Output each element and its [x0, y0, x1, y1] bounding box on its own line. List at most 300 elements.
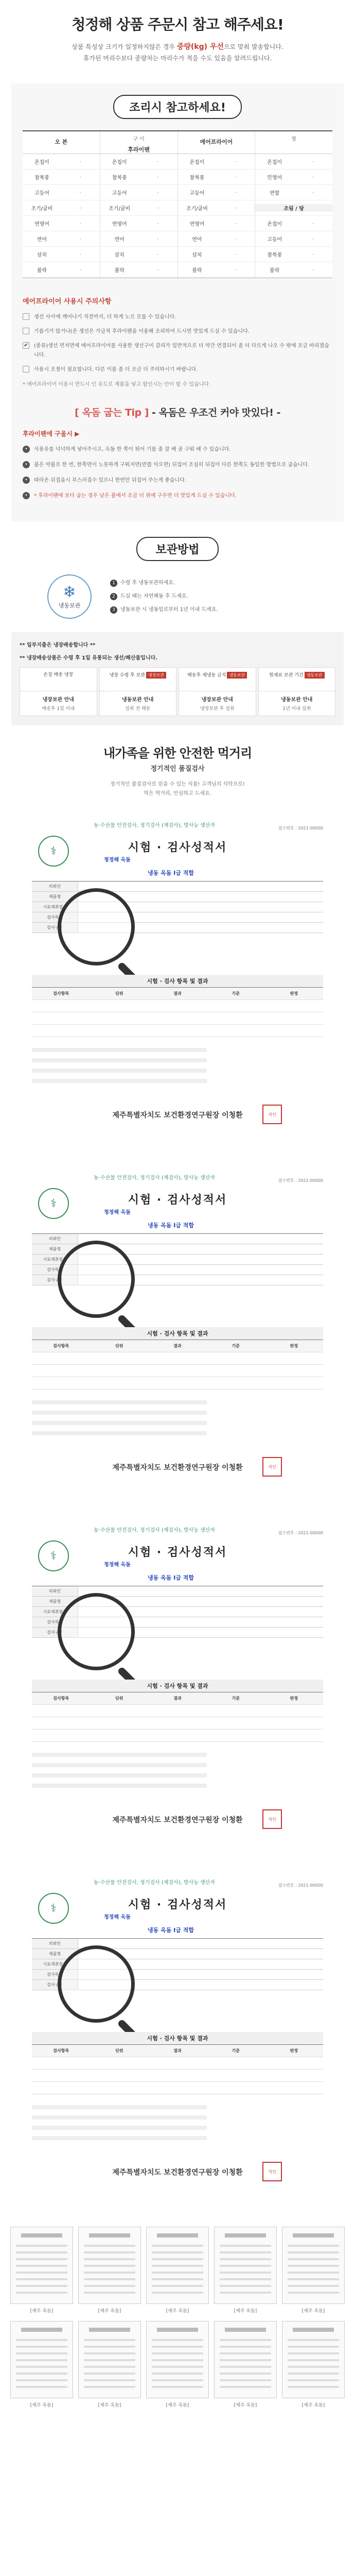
- thumbnail-heading-line: [293, 2328, 334, 2332]
- cooking-time: -: [157, 221, 159, 226]
- airfryer-caution-text: 사용시 조절이 필요합니다. 다른 이름 좀 더 조금 더 주의하시기 바랍니다.: [34, 367, 198, 372]
- thumbnail-text-line: [220, 2386, 271, 2388]
- certificate-info-key: 검사목적: [32, 1617, 78, 1627]
- cooking-time: -: [157, 267, 159, 273]
- grade-stamp: 냉동 옥돔 Ⅰ급 적합: [148, 1222, 194, 1229]
- cooking-table-header-cell: [255, 131, 332, 154]
- storage-guide-card: [179, 667, 256, 716]
- thumbnail-text-line: [220, 2272, 271, 2274]
- thumbnail-text-line: [288, 2245, 339, 2247]
- airfryer-caution-item: [23, 365, 332, 375]
- certificate-header-note: 농·수산물 안전검사, 정기검사 (재검사), 방사능 생산자: [94, 823, 216, 828]
- footnote-line: [32, 1763, 207, 1767]
- certificate-info-key: 의뢰인: [32, 882, 78, 891]
- airfryer-caution-list: [23, 313, 332, 375]
- certificate-info-key: 제품명: [32, 1597, 78, 1606]
- certificate-info-key: 시료채취장소: [32, 1607, 78, 1617]
- footnote-line: [32, 1411, 207, 1415]
- cooking-time: -: [312, 221, 314, 226]
- thumbnail-text-line: [220, 2285, 271, 2287]
- thumbnail-text-line: [288, 2346, 339, 2348]
- certificate-info-key: 검사목적: [32, 1970, 78, 1979]
- step-number-icon: 3: [110, 606, 117, 614]
- certificate-thumbnail: [282, 2321, 345, 2408]
- thumbnail-text-line: [16, 2251, 67, 2253]
- fish-name: 연어: [37, 237, 47, 243]
- thumbnail-text-line: [152, 2352, 203, 2354]
- fish-name: 온칩이: [267, 222, 282, 227]
- footnote-line: [32, 1048, 207, 1052]
- result-row: [32, 1365, 323, 1377]
- thumbnail-text-line: [152, 2386, 203, 2388]
- thumbnail-text-line: [152, 2346, 203, 2348]
- storage-guide-card: [99, 667, 177, 716]
- certificate-thumbnail-caption: [제주 옥돔]: [98, 2403, 121, 2408]
- certificate-info-key: 검사목적: [32, 1265, 78, 1275]
- cooking-table-body: [23, 154, 332, 278]
- weight-first-highlight: 중량(kg) 우선: [176, 43, 224, 51]
- certificate-thumbnail: [282, 2227, 345, 2314]
- cooking-table-row: [178, 170, 255, 185]
- certificate-thumbnail-caption: [제주 옥돔]: [30, 2309, 54, 2314]
- thumbnail-text-line: [16, 2272, 67, 2274]
- storage-guide-text: 1년 이내 섭취: [282, 706, 311, 711]
- cooking-table-header-label: 에어프라이어: [200, 139, 233, 145]
- thumbnail-text-line: [288, 2386, 339, 2388]
- step-number-icon: •: [23, 477, 30, 484]
- cooking-guide-title: 조리시 참고하세요!: [113, 95, 242, 119]
- result-row: [32, 2070, 323, 2082]
- storage-title: 보관방법: [136, 537, 219, 561]
- cooking-time: -: [312, 159, 314, 164]
- thumbnail-heading-line: [225, 2233, 266, 2238]
- product-stamp: 청정해 옥돔: [104, 1210, 131, 1215]
- cooking-time: -: [79, 205, 81, 211]
- cooking-table-row: [100, 154, 177, 170]
- step-number-icon: •: [23, 461, 30, 468]
- okdom-tip-item: [23, 461, 332, 470]
- thumbnail-text-line: [288, 2359, 339, 2361]
- thumbnail-text-line: [84, 2372, 135, 2375]
- institute-logo-icon: ⚕: [38, 1188, 69, 1219]
- food-safety-desc: 정기적인 품질검사로 믿을 수 있는 식품! 고객님의 식탁으로! 먹은 먹거리, 안심하고 드세요.: [110, 782, 245, 796]
- fish-name: 참복풍: [189, 175, 205, 181]
- thumbnail-text-line: [84, 2359, 135, 2361]
- thumbnail-text-line: [220, 2379, 271, 2381]
- thumbnail-text-line: [288, 2292, 339, 2294]
- storage-guide-card: [258, 667, 336, 716]
- delivery-notice-line-2: ** 냉장배송상품은 수령 후 1일 유통되는 생선/해산물입니다.: [20, 655, 157, 661]
- result-section-title: 시험 · 검사 항목 및 결과: [32, 975, 323, 987]
- okdom-tip-title: [ 옥돔 굽는 Tip ] - 옥돔은 우조건 커야 맛있다! -: [75, 407, 280, 418]
- step-number-icon: 1: [110, 580, 117, 587]
- certificate-title: 시험 · 검사성적서: [128, 1899, 227, 1911]
- result-section-title: 시험 · 검사 항목 및 결과: [32, 2032, 323, 2044]
- certificate-info-key: 시료채취장소: [32, 1959, 78, 1969]
- cooking-time: -: [312, 190, 314, 195]
- cooking-table-row: [255, 154, 332, 170]
- airfryer-caution-text: (종류)생선 먼저면에 에어프라이어를 사용한 생선구이 갈리가 일반적으로 더 약간 연결되어 좀 더 다르게 나오 수 밖에 조금 바리겠습니다.: [34, 343, 329, 358]
- result-header-cell: 단위: [90, 1692, 148, 1704]
- certificate-header-note: 농·수산물 안전검사, 정기검사 (재검사), 방사능 생산자: [94, 1880, 216, 1886]
- certificate-header-note: 농·수산물 안전검사, 정기검사 (재검사), 방사능 생산자: [94, 1175, 216, 1181]
- result-header-row: [32, 988, 323, 1000]
- snowflake-icon: ❄: [63, 583, 76, 601]
- result-header-cell: 검사항목: [32, 988, 90, 999]
- footnote-line: [32, 2105, 207, 2109]
- thumbnail-text-line: [84, 2292, 135, 2294]
- thumbnail-heading-line: [89, 2328, 130, 2332]
- thumbnail-text-line: [288, 2258, 339, 2260]
- certificate-thumbnail-caption: [제주 옥돔]: [301, 2309, 325, 2314]
- cooking-guide-section: [11, 83, 344, 521]
- fish-name: 참복풍: [34, 175, 49, 181]
- certificate-thumbnail-image: [10, 2321, 73, 2398]
- airfryer-caution-title: 에어프라이어 사용시 주의사항: [23, 298, 112, 306]
- fish-name: 온칩이: [189, 160, 205, 165]
- certificate-thumbnail-image: [78, 2321, 141, 2398]
- fish-name: 삼치: [192, 252, 202, 258]
- thumbnail-text-line: [152, 2379, 203, 2381]
- thumbnail-text-line: [84, 2339, 135, 2341]
- result-header-cell: 검사항목: [32, 1340, 90, 1352]
- frying-pan-subtitle: 후라이팬에 구울시 ▶: [23, 430, 80, 437]
- storage-step: [110, 603, 218, 617]
- result-row: [32, 1377, 323, 1389]
- fish-name: 볼락: [270, 268, 280, 274]
- cooking-table-row: [100, 231, 177, 247]
- cooking-table-row: [23, 200, 100, 216]
- certificate-footnotes: [32, 2105, 323, 2146]
- storage-guide-tag: 냉동보관: [227, 672, 247, 679]
- okdom-tip-item: [23, 476, 332, 485]
- cooking-table-row: [100, 216, 177, 231]
- cooking-table-row: [23, 247, 100, 262]
- certificate-thumbnail: [214, 2321, 277, 2408]
- cooking-table-row: [23, 262, 100, 278]
- thumbnail-text-line: [220, 2366, 271, 2368]
- certificate-info-row: [32, 1586, 323, 1597]
- thumbnail-text-line: [220, 2372, 271, 2375]
- thumbnail-text-line: [220, 2359, 271, 2361]
- result-header-cell: 판정: [265, 2045, 323, 2057]
- certificate-thumbnail: [214, 2227, 277, 2314]
- cooking-time: -: [79, 221, 81, 226]
- grade-stamp: 냉동 옥돔 Ⅰ급 적합: [148, 870, 194, 876]
- thumbnail-text-line: [84, 2265, 135, 2267]
- certificate-thumbnail-image: [214, 2321, 277, 2398]
- certificate-info-key: 제품명: [32, 1949, 78, 1959]
- grade-stamp: 냉동 옥돔 Ⅰ급 적합: [148, 1927, 194, 1934]
- cooking-time: -: [235, 174, 237, 180]
- certificate-receipt-no: 접수번호 : 2021-00000: [278, 1178, 323, 1183]
- thumbnail-text-line: [152, 2278, 203, 2280]
- thumbnail-text-line: [84, 2386, 135, 2388]
- okdom-tip-text: 식용유를 넉넉하게 넣어주시고, 옥돔 한 쪽이 튀어 기름 충 잘 배 골 구워 배 수 있습니다.: [34, 447, 231, 452]
- cooking-table-header-label: 오 븐: [55, 139, 68, 145]
- result-header-cell: 판정: [265, 1340, 323, 1352]
- result-header-cell: 검사항목: [32, 2045, 90, 2057]
- thumbnail-text-line: [16, 2386, 67, 2388]
- thumbnail-text-line: [152, 2251, 203, 2253]
- result-header-cell: 판정: [265, 1692, 323, 1704]
- certificate-info-key: 검사구분: [32, 1628, 78, 1637]
- airfryer-note: * 에어프라이어 이용시 반드시 인 유도로 제품을 넣고 할인시는 안이 할 수 있습니다.: [23, 382, 211, 387]
- cooking-table-row: [255, 200, 332, 216]
- fish-name: 연영어: [189, 222, 205, 227]
- step-number-icon: •: [23, 492, 30, 499]
- result-row: [32, 2057, 323, 2070]
- cooking-time: -: [157, 174, 159, 180]
- okdom-tip-item: [23, 492, 332, 501]
- thumbnail-text-line: [84, 2366, 135, 2368]
- certificate-thumbnail-caption: [제주 옥돔]: [166, 2309, 189, 2314]
- airfryer-caution-item: [23, 342, 332, 360]
- fish-name: 볼락: [192, 268, 202, 274]
- thumbnail-text-line: [84, 2258, 135, 2260]
- storage-guide-head-text: 냉장 수령 후 보관: [109, 673, 146, 678]
- cooking-time: -: [79, 251, 81, 257]
- cooking-table-row: [255, 247, 332, 262]
- certificate-thumbnail-image: [282, 2227, 345, 2304]
- okdom-tip-item: [23, 445, 332, 454]
- food-safety-section: [0, 725, 355, 799]
- result-header-row: [32, 2045, 323, 2057]
- product-stamp: 청정해 옥돔: [104, 1914, 131, 1920]
- cooking-table-row: [178, 262, 255, 278]
- thumbnail-text-line: [152, 2272, 203, 2274]
- magnifier-icon: [58, 1945, 135, 2023]
- certificate-thumbnail: [146, 2321, 209, 2408]
- thumbnail-text-line: [288, 2272, 339, 2274]
- result-header-row: [32, 1692, 323, 1705]
- cooking-table-row: [100, 185, 177, 200]
- fish-name: 고등어: [34, 191, 49, 196]
- inspection-certificate: [11, 811, 344, 1151]
- food-safety-subtitle: 정기적인 품질검사: [150, 765, 205, 773]
- okdom-tip-text: 따라온 뒤집을시 부스러질수 있으니 한번만 뒤집어 주는게 좋습니다.: [34, 478, 186, 483]
- storage-guide-tag: 냉장보관: [146, 672, 166, 679]
- order-notice-text: 상품 특성상 크기가 일정하지않은 경우 중량(kg) 우선으로 맞춰 발송합니다. 휴가된 머리수보다 중량차는 마리수가 적을 수도 있음을 알려드립니다.: [72, 43, 283, 62]
- thumbnail-text-line: [220, 2339, 271, 2341]
- footnote-line: [32, 1069, 207, 1073]
- certificate-thumbnail-caption: [제주 옥돔]: [234, 2403, 257, 2408]
- result-header-row: [32, 1340, 323, 1352]
- thumbnail-text-line: [152, 2366, 203, 2368]
- fish-name: 민영어: [267, 175, 282, 181]
- certificate-title: 시험 · 검사성적서: [128, 841, 227, 854]
- thumbnail-text-line: [16, 2366, 67, 2368]
- certificate-info-key: 의뢰인: [32, 1586, 78, 1596]
- fish-name: 삼치: [37, 252, 47, 258]
- step-number-icon: •: [23, 446, 30, 453]
- result-row: [32, 1025, 323, 1037]
- storage-guide-text: 냉장보관 후 섭취: [200, 706, 235, 711]
- fish-name: 온칩이: [34, 160, 49, 165]
- result-row: [32, 1012, 323, 1025]
- fish-name: 조기/굴비: [31, 206, 53, 212]
- product-stamp: 청정해 옥돔: [104, 1562, 131, 1568]
- thumbnail-text-line: [220, 2258, 271, 2260]
- thumbnail-text-line: [84, 2346, 135, 2348]
- result-section-title: 시험 · 검사 항목 및 결과: [32, 1327, 323, 1340]
- thumbnail-text-line: [16, 2359, 67, 2361]
- magnifier-icon: [58, 1593, 135, 1670]
- certificate-thumbnail-grid: [0, 2208, 355, 2408]
- official-seal: 직인: [262, 2162, 282, 2181]
- cooking-table-header-label: 후라이팬: [128, 146, 150, 153]
- thumbnail-text-line: [16, 2339, 67, 2341]
- thumbnail-heading-line: [157, 2328, 198, 2332]
- certificate-result-table: [32, 987, 323, 1037]
- certificate-info-key: 검사구분: [32, 1275, 78, 1285]
- certificate-thumbnail-caption: [제주 옥돔]: [166, 2403, 189, 2408]
- storage-step-text: 냉동보관 시 냉동일로부터 1년 이내 드세요.: [120, 607, 218, 613]
- cooking-table-row: [23, 170, 100, 185]
- storage-step-text: 수령 후 냉동보관하세요.: [120, 580, 175, 586]
- certificate-thumbnail: [78, 2321, 141, 2408]
- certificate-info-key: 시료채취장소: [32, 1255, 78, 1264]
- thumbnail-heading-line: [89, 2233, 130, 2238]
- thumbnail-text-line: [16, 2292, 67, 2294]
- footnote-line: [32, 1753, 207, 1757]
- certificate-info-row: [32, 1939, 323, 1949]
- storage-steps-list: [110, 577, 218, 617]
- storage-step: [110, 577, 218, 590]
- thumbnail-text-line: [288, 2366, 339, 2368]
- cooking-table-row: [100, 247, 177, 262]
- thumbnail-text-line: [152, 2372, 203, 2375]
- certificate-info-key: 의뢰인: [32, 1939, 78, 1948]
- checkbox-icon: ✔: [23, 342, 29, 349]
- cooking-table-row: [178, 216, 255, 231]
- thumbnail-text-line: [152, 2265, 203, 2267]
- result-header-cell: 결과: [148, 1340, 206, 1352]
- certificate-receipt-no: 접수번호 : 2021-00000: [278, 1883, 323, 1888]
- cooking-table-row: [23, 185, 100, 200]
- thumbnail-text-line: [84, 2272, 135, 2274]
- frozen-storage-badge: ❄ 냉동보관: [47, 574, 92, 619]
- okdom-tip-text: 불은 약불로 한 번, 한쪽면이 노릇하게 구워지면(반쯤 익으면) 뒤집어 조심히 뒤집어 다른 한쪽도 동일한 방법으로 굽습니다.: [34, 462, 310, 468]
- storage-guide-head: [179, 668, 256, 691]
- food-safety-title: 내가족을 위한 안전한 먹거리: [103, 746, 252, 760]
- checkbox-icon: [23, 328, 29, 334]
- certificate-receipt-no: 접수번호 : 2021-00000: [278, 826, 323, 831]
- storage-guide-card: [20, 667, 97, 716]
- storage-guide-label: 냉장보관 안내: [201, 697, 233, 703]
- certificate-title: 시험 · 검사성적서: [128, 1546, 227, 1559]
- thumbnail-text-line: [288, 2278, 339, 2280]
- fish-name: 온칩이: [267, 160, 282, 165]
- magnifier-icon: [58, 888, 135, 965]
- certificate-thumbnail-image: [282, 2321, 345, 2398]
- cooking-method-table: [23, 130, 332, 278]
- result-header-cell: 판정: [265, 988, 323, 999]
- thumbnail-text-line: [288, 2251, 339, 2253]
- result-header-cell: 결과: [148, 988, 206, 999]
- magnifier-icon: [58, 1241, 135, 1318]
- certificate-thumbnail-caption: [제주 옥돔]: [98, 2309, 121, 2314]
- fish-name: 고등어: [267, 237, 282, 243]
- certificate-info-key: 제품명: [32, 892, 78, 902]
- thumbnail-text-line: [84, 2278, 135, 2280]
- fish-name: 연영어: [34, 222, 49, 227]
- thumbnail-text-line: [16, 2346, 67, 2348]
- thumbnail-text-line: [152, 2292, 203, 2294]
- thumbnail-text-line: [220, 2245, 271, 2247]
- inspection-certificate: [11, 1516, 344, 1856]
- cooking-time: -: [235, 205, 237, 211]
- cooking-table-subheader: 조림 / 탕: [255, 204, 332, 212]
- cooking-table-header: [23, 131, 332, 154]
- fish-name: 고등어: [189, 191, 205, 196]
- cooking-table-row: [23, 154, 100, 170]
- thumbnail-text-line: [16, 2372, 67, 2375]
- thumbnail-heading-line: [293, 2233, 334, 2238]
- fish-name: 연합: [270, 191, 280, 196]
- cooking-table-row: [255, 231, 332, 247]
- certificate-footnotes: [32, 1400, 323, 1442]
- result-header-cell: 결과: [148, 1692, 206, 1704]
- storage-guide-head: [20, 668, 97, 691]
- official-seal: 직인: [262, 1457, 282, 1477]
- footnote-line: [32, 2115, 207, 2120]
- inspection-certificates: [0, 811, 355, 2208]
- thumbnail-text-line: [288, 2285, 339, 2287]
- storage-guide-grid: [20, 667, 335, 716]
- cooking-time: -: [79, 159, 81, 164]
- certificate-receipt-no: 접수번호 : 2021-00000: [278, 1531, 323, 1535]
- certificate-thumbnail: [10, 2321, 73, 2408]
- cooking-table-header-group: 찜: [291, 137, 296, 142]
- thumbnail-text-line: [288, 2379, 339, 2381]
- cooking-time: -: [79, 267, 81, 273]
- okdom-tip-list: [23, 445, 332, 501]
- certificate-thumbnail-image: [146, 2227, 209, 2304]
- certificate-title: 시험 · 검사성적서: [128, 1194, 227, 1207]
- institute-logo-icon: ⚕: [38, 836, 69, 867]
- cooking-time: -: [312, 174, 314, 180]
- cooking-table-column: [100, 154, 178, 278]
- thumbnail-text-line: [16, 2352, 67, 2354]
- thumbnail-text-line: [220, 2352, 271, 2354]
- step-number-icon: 2: [110, 593, 117, 600]
- result-header-cell: 단위: [90, 1340, 148, 1352]
- checkbox-icon: [23, 313, 29, 320]
- fish-name: 조기/굴비: [186, 206, 208, 212]
- thumbnail-text-line: [84, 2251, 135, 2253]
- cooking-time: -: [235, 190, 237, 195]
- result-header-cell: 단위: [90, 988, 148, 999]
- thumbnail-text-line: [152, 2359, 203, 2361]
- fish-name: 볼락: [37, 268, 47, 274]
- certificate-thumbnail-image: [78, 2227, 141, 2304]
- thumbnail-text-line: [16, 2258, 67, 2260]
- certificate-info-key: 검사구분: [32, 1980, 78, 1990]
- footnote-line: [32, 1773, 207, 1777]
- certificate-footnotes: [32, 1048, 323, 1089]
- footnote-line: [32, 2126, 207, 2130]
- result-row: [32, 1705, 323, 1717]
- certificate-info-row: [32, 1234, 323, 1244]
- result-header-cell: 결과: [148, 2045, 206, 2057]
- order-notice-title: 청정해 상품 주문시 참고 해주세요!: [72, 16, 283, 33]
- footnote-line: [32, 1079, 207, 1083]
- cooking-time: -: [235, 236, 237, 242]
- cooking-table-row: [178, 247, 255, 262]
- cooking-table-column: [255, 154, 332, 278]
- thumbnail-text-line: [84, 2352, 135, 2354]
